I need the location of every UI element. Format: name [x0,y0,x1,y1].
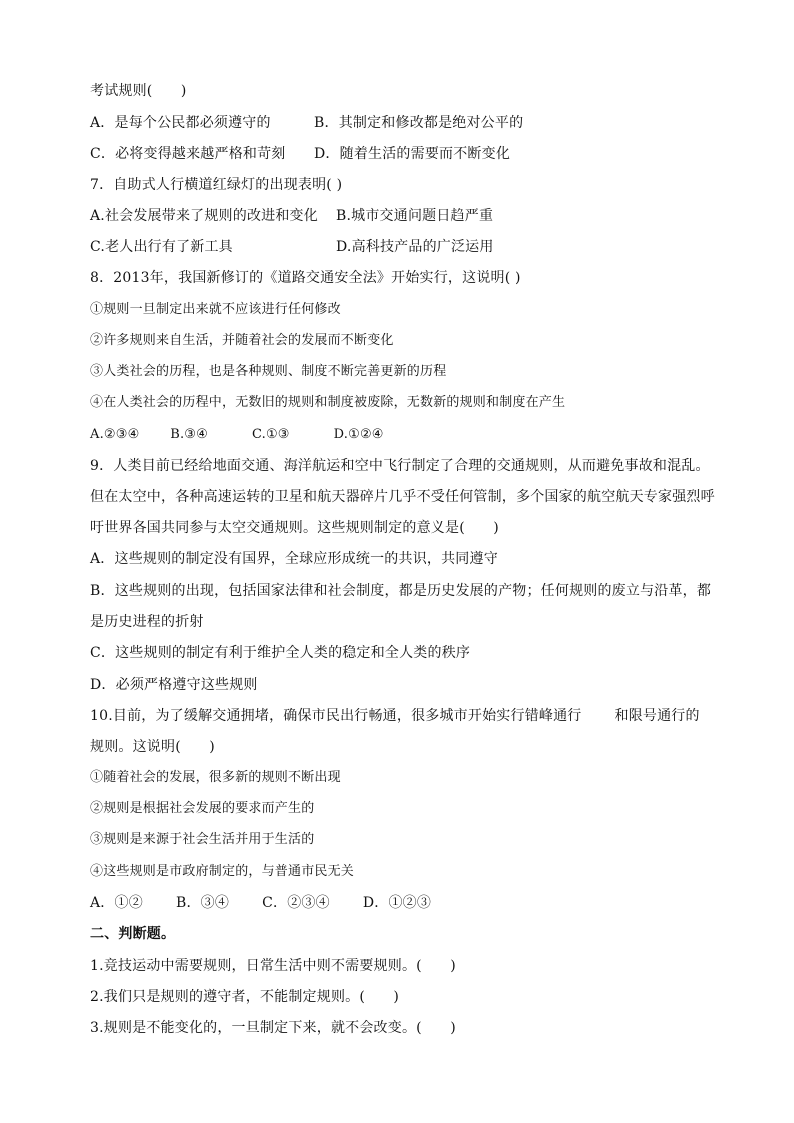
q8-options: A.②③④ B.③④ C.①③ D.①②④ [90,427,384,442]
q10-statement-4: ④这些规则是市政府制定的，与普通市民无关 [90,864,355,879]
q10-stem-line-1: 10.目前，为了缓解交通拥堵，确保市民出行畅通，很多城市开始实行错峰通行 和限号通行的 [90,708,700,724]
q8-statement-1: ①规则一旦制定出来就不应该进行任何修改 [90,302,341,317]
q7-option-d: D.高科技产品的广泛运用 [336,239,494,255]
q9-option-a: A．这些规则的制定没有国界，全球应形成统一的共识，共同遵守 [90,551,498,567]
q7-stem: 7．自助式人行横道红绿灯的出现表明( ) [90,177,343,193]
section-heading-true-false: 二、判断题。 [90,926,176,942]
q9-stem-line-2: 但在太空中，各种高速运转的卫星和航天器碎片几乎不受任何管制，多个国家的航空航天专家强烈呼 [90,489,715,505]
q9-option-c: C．这些规则的制定有利于维护全人类的稳定和全人类的秩序 [90,645,471,661]
q10-statement-1: ①随着社会的发展，很多新的规则不断出现 [90,770,341,785]
q9-stem-line-3: 吁世界各国共同参与太空交通规则。这些规则制定的意义是( ) [90,520,499,536]
q8-statement-3: ③人类社会的历程，也是各种规则、制度不断完善更新的历程 [90,364,447,379]
q6-option-d: D．随着生活的需要而不断变化 [314,146,511,162]
tf-question-2: 2.我们只是规则的遵守者，不能制定规则。( ) [90,989,400,1005]
q6-option-b: B．其制定和修改都是绝对公平的 [314,115,524,131]
q6-option-row-2 [90,144,511,164]
tf-question-1: 1.竞技运动中需要规则，日常生活中则不需要规则。( ) [90,958,456,974]
q6-option-row-1 [90,113,524,133]
q7-option-c: C.老人出行有了新工具 [90,239,233,255]
q7-option-a: A.社会发展带来了规则的改进和变化 [90,208,318,224]
q10-stem-line-2: 规则。这说明( ) [90,739,215,755]
q10-statement-2: ②规则是根据社会发展的要求而产生的 [90,801,315,816]
q9-option-b-line-1: B．这些规则的出现，包括国家法律和社会制度，都是历史发展的产物；任何规则的废立与沿革，都 [90,583,712,599]
q9-option-d: D．必须严格遵守这些规则 [90,677,258,693]
tf-question-3: 3.规则是不能变化的，一旦制定下来，就不会改变。( ) [90,1020,456,1036]
q7-option-row-2 [90,237,494,257]
q9-stem-line-1: 9．人类目前已经给地面交通、海洋航运和空中飞行制定了合理的交通规则，从而避免事故和混乱。 [90,458,710,474]
q6-option-c: C．必将变得越来越严格和苛刻 [90,146,286,162]
q6-stem-continuation: 考试规则( ) [90,83,187,99]
q7-option-b: B.城市交通问题日趋严重 [336,208,494,224]
q8-statement-2: ②许多规则来自生活，并随着社会的发展而不断变化 [90,333,394,348]
q10-statement-3: ③规则是来源于社会生活并用于生活的 [90,832,315,847]
q8-stem: 8．2013年，我国新修订的《道路交通安全法》开始实行，这说明( ) [90,270,521,286]
q10-options: A．①② B．③④ C．②③④ D．①②③ [90,895,432,911]
q8-statement-4: ④在人类社会的历程中，无数旧的规则和制度被废除，无数新的规则和制度在产生 [90,395,566,410]
q7-option-row-1 [90,206,494,226]
q6-option-a: A．是每个公民都必须遵守的 [90,115,271,131]
q9-option-b-line-2: 是历史进程的折射 [90,614,204,630]
